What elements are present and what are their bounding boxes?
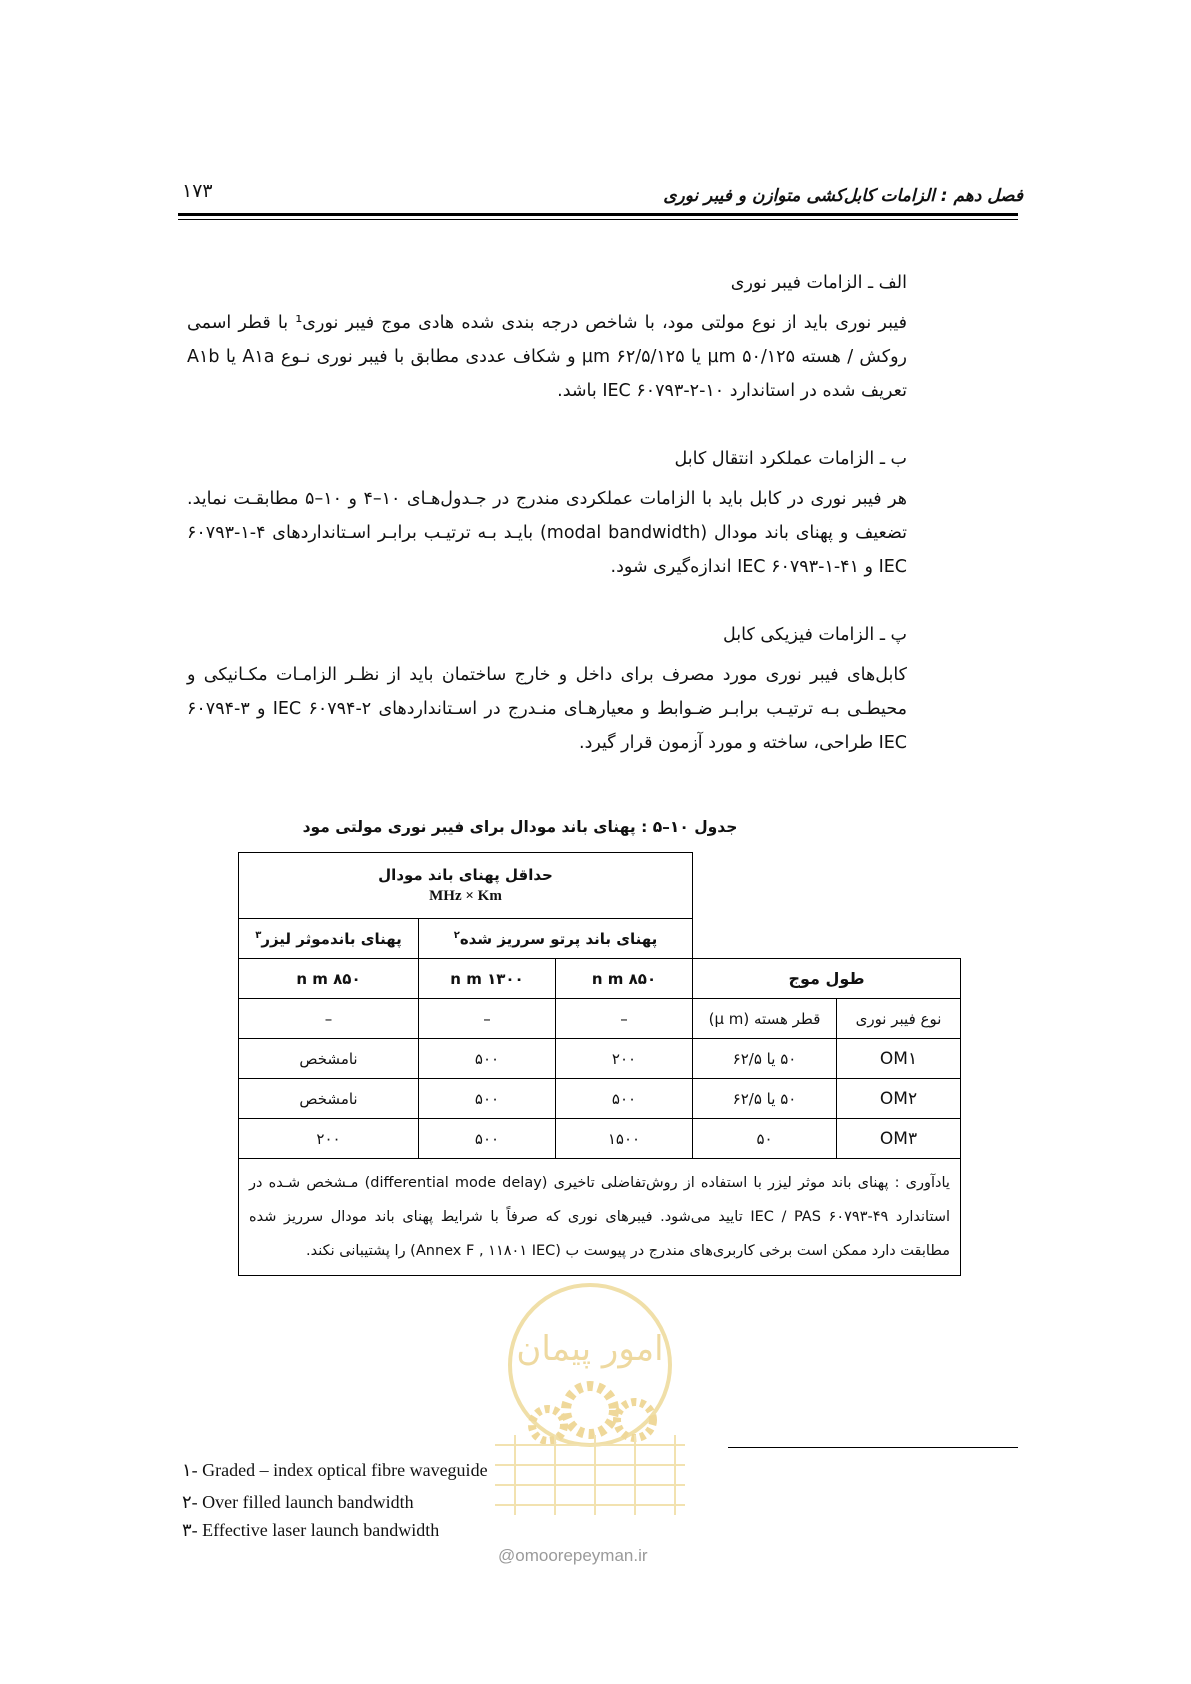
table-row bbox=[239, 1119, 961, 1159]
bandwidth-table bbox=[238, 852, 960, 1276]
dash-cell: – bbox=[419, 999, 556, 1039]
wavelength-850-ofl: ۸۵۰ n m bbox=[556, 959, 693, 999]
header-rule-thick bbox=[178, 213, 1018, 216]
table-empty-corner-2 bbox=[693, 919, 961, 959]
min-bandwidth-unit: MHz × Km bbox=[429, 888, 502, 904]
laser-cell: نامشخص bbox=[239, 1079, 419, 1119]
watermark-logo bbox=[470, 1260, 710, 1560]
table-empty-corner bbox=[693, 853, 961, 919]
ofl-850-cell: ۱۵۰۰ bbox=[556, 1119, 693, 1159]
dash-cell: – bbox=[556, 999, 693, 1039]
ofl-1300-cell: ۵۰۰ bbox=[419, 1039, 556, 1079]
table-row bbox=[239, 1039, 961, 1079]
laser-cell: ۲۰۰ bbox=[239, 1119, 419, 1159]
wavelength-header: طول موج bbox=[693, 959, 961, 999]
page-number: ۱۷۳ bbox=[182, 180, 213, 202]
footnote-1: ۱- Graded – index optical fibre waveguide bbox=[182, 1460, 488, 1480]
ofl-1300-cell: ۵۰۰ bbox=[419, 1079, 556, 1119]
overfilled-label: پهنای باند پرتو سرریز شده bbox=[459, 929, 658, 948]
fiber-type-cell: OM۳ bbox=[837, 1119, 961, 1159]
fiber-type-cell: OM۱ bbox=[837, 1039, 961, 1079]
table-note: یادآوری : پهنای باند موثر لیزر با استفاده از روش‌تفاضلی تاخیری (differential mode delay) مـشخص شـده در استاندارد ۴۹-۶۰۷۹۳ IEC / PAS تایید می‌شود. فیبرهای نوری که صرفاً با شرایط پهنای باند مودال سرریز شده مطابقت دارد ممکن است برخی کاربری‌های مندرج در پیوست ب (Annex F , ۱۱۸۰۱ IEC) را پشتیبانی نکند. bbox=[239, 1159, 961, 1276]
header-rule-thin bbox=[178, 219, 1018, 220]
laser-sup: ۳ bbox=[255, 929, 262, 941]
min-bandwidth-header bbox=[239, 853, 693, 919]
dash-cell: – bbox=[239, 999, 419, 1039]
overfilled-sup: ۲ bbox=[453, 929, 460, 941]
min-bandwidth-title: حداقل پهنای باند مودال bbox=[378, 866, 553, 884]
ofl-1300-cell: ۵۰۰ bbox=[419, 1119, 556, 1159]
core-diameter-cell: ۵۰ یا ۶۲/۵ bbox=[693, 1079, 837, 1119]
core-diameter-cell: ۵۰ bbox=[693, 1119, 837, 1159]
footnote-rule bbox=[728, 1447, 1018, 1448]
wavelength-850-laser: ۸۵۰ n m bbox=[239, 959, 419, 999]
section-a-heading: الف ـ الزامات فیبر نوری bbox=[730, 273, 907, 293]
table-row bbox=[239, 1079, 961, 1119]
section-a-paragraph: فیبر نوری باید از نوع مولتی مود، با شاخص درجه بندی شده هادی موج فیبر نوری¹ با قطر اسمی روکش / هسته ۵۰/۱۲۵ µm یا ۶۲/۵/۱۲۵ µm و شکاف عددی مطابق با فیبر نوری نـوع A۱a یا A۱b تعریف شده در استاندارد ۱۰-۲-۶۰۷۹۳ IEC باشد. bbox=[187, 313, 907, 401]
ofl-850-cell: ۵۰۰ bbox=[556, 1079, 693, 1119]
watermark-text: امور پیمان bbox=[516, 1329, 664, 1369]
wavelength-1300-ofl: ۱۳۰۰ n m bbox=[419, 959, 556, 999]
section-c-paragraph: کابل‌های فیبر نوری مورد مصرف برای داخل و خارج ساختمان باید از نظـر الزامـات مکـانیکی و محیطـی بـه ترتیـب برابـر ضـوابط و معیارهـای منـدرج در اسـتانداردهای ۲-۶۰۷۹۴ IEC و ۳-۶۰۷۹۴ IEC طراحی، ساخته و مورد آزمون قرار گیرد. bbox=[187, 665, 907, 753]
watermark-url: @omoorepeyman.ir bbox=[498, 1546, 648, 1565]
chapter-title: فصل دهم : الزامات کابل‌کشی متوازن و فیبر نوری bbox=[663, 186, 1023, 206]
laser-bandwidth-header bbox=[239, 919, 419, 959]
core-diameter-header: قطر هسته (µ m) bbox=[693, 999, 837, 1039]
laser-cell: نامشخص bbox=[239, 1039, 419, 1079]
ofl-850-cell: ۲۰۰ bbox=[556, 1039, 693, 1079]
laser-label: پهنای باندموثر لیزر bbox=[261, 929, 402, 948]
fiber-type-header: نوع فیبر نوری bbox=[837, 999, 961, 1039]
table-caption: جدول ۱۰–۵ : پهنای باند مودال برای فیبر نوری مولتی مود bbox=[302, 818, 738, 836]
footnote-3: ۳- Effective laser launch bandwidth bbox=[182, 1520, 440, 1540]
core-diameter-cell: ۵۰ یا ۶۲/۵ bbox=[693, 1039, 837, 1079]
footnote-2: ۲- Over filled launch bandwidth bbox=[182, 1492, 414, 1512]
section-c-heading: پ ـ الزامات فیزیکی کابل bbox=[723, 625, 907, 645]
section-b-heading: ب ـ الزامات عملکرد انتقال کابل bbox=[674, 449, 907, 469]
section-b-paragraph: هر فیبر نوری در کابل باید با الزامات عملکردی مندرج در جـدول‌هـای ۱۰–۴ و ۱۰–۵ مطابقـت نماید. تضعیف و پهنای باند مودال (modal bandwidth) بایـد بـه ترتیـب برابـر اسـتانداردهای ۴-۱-۶۰۷۹۳ IEC و ۴۱-۱-۶۰۷۹۳ IEC اندازه‌گیری شود. bbox=[187, 489, 907, 577]
overfilled-bandwidth-header bbox=[419, 919, 693, 959]
fiber-type-cell: OM۲ bbox=[837, 1079, 961, 1119]
